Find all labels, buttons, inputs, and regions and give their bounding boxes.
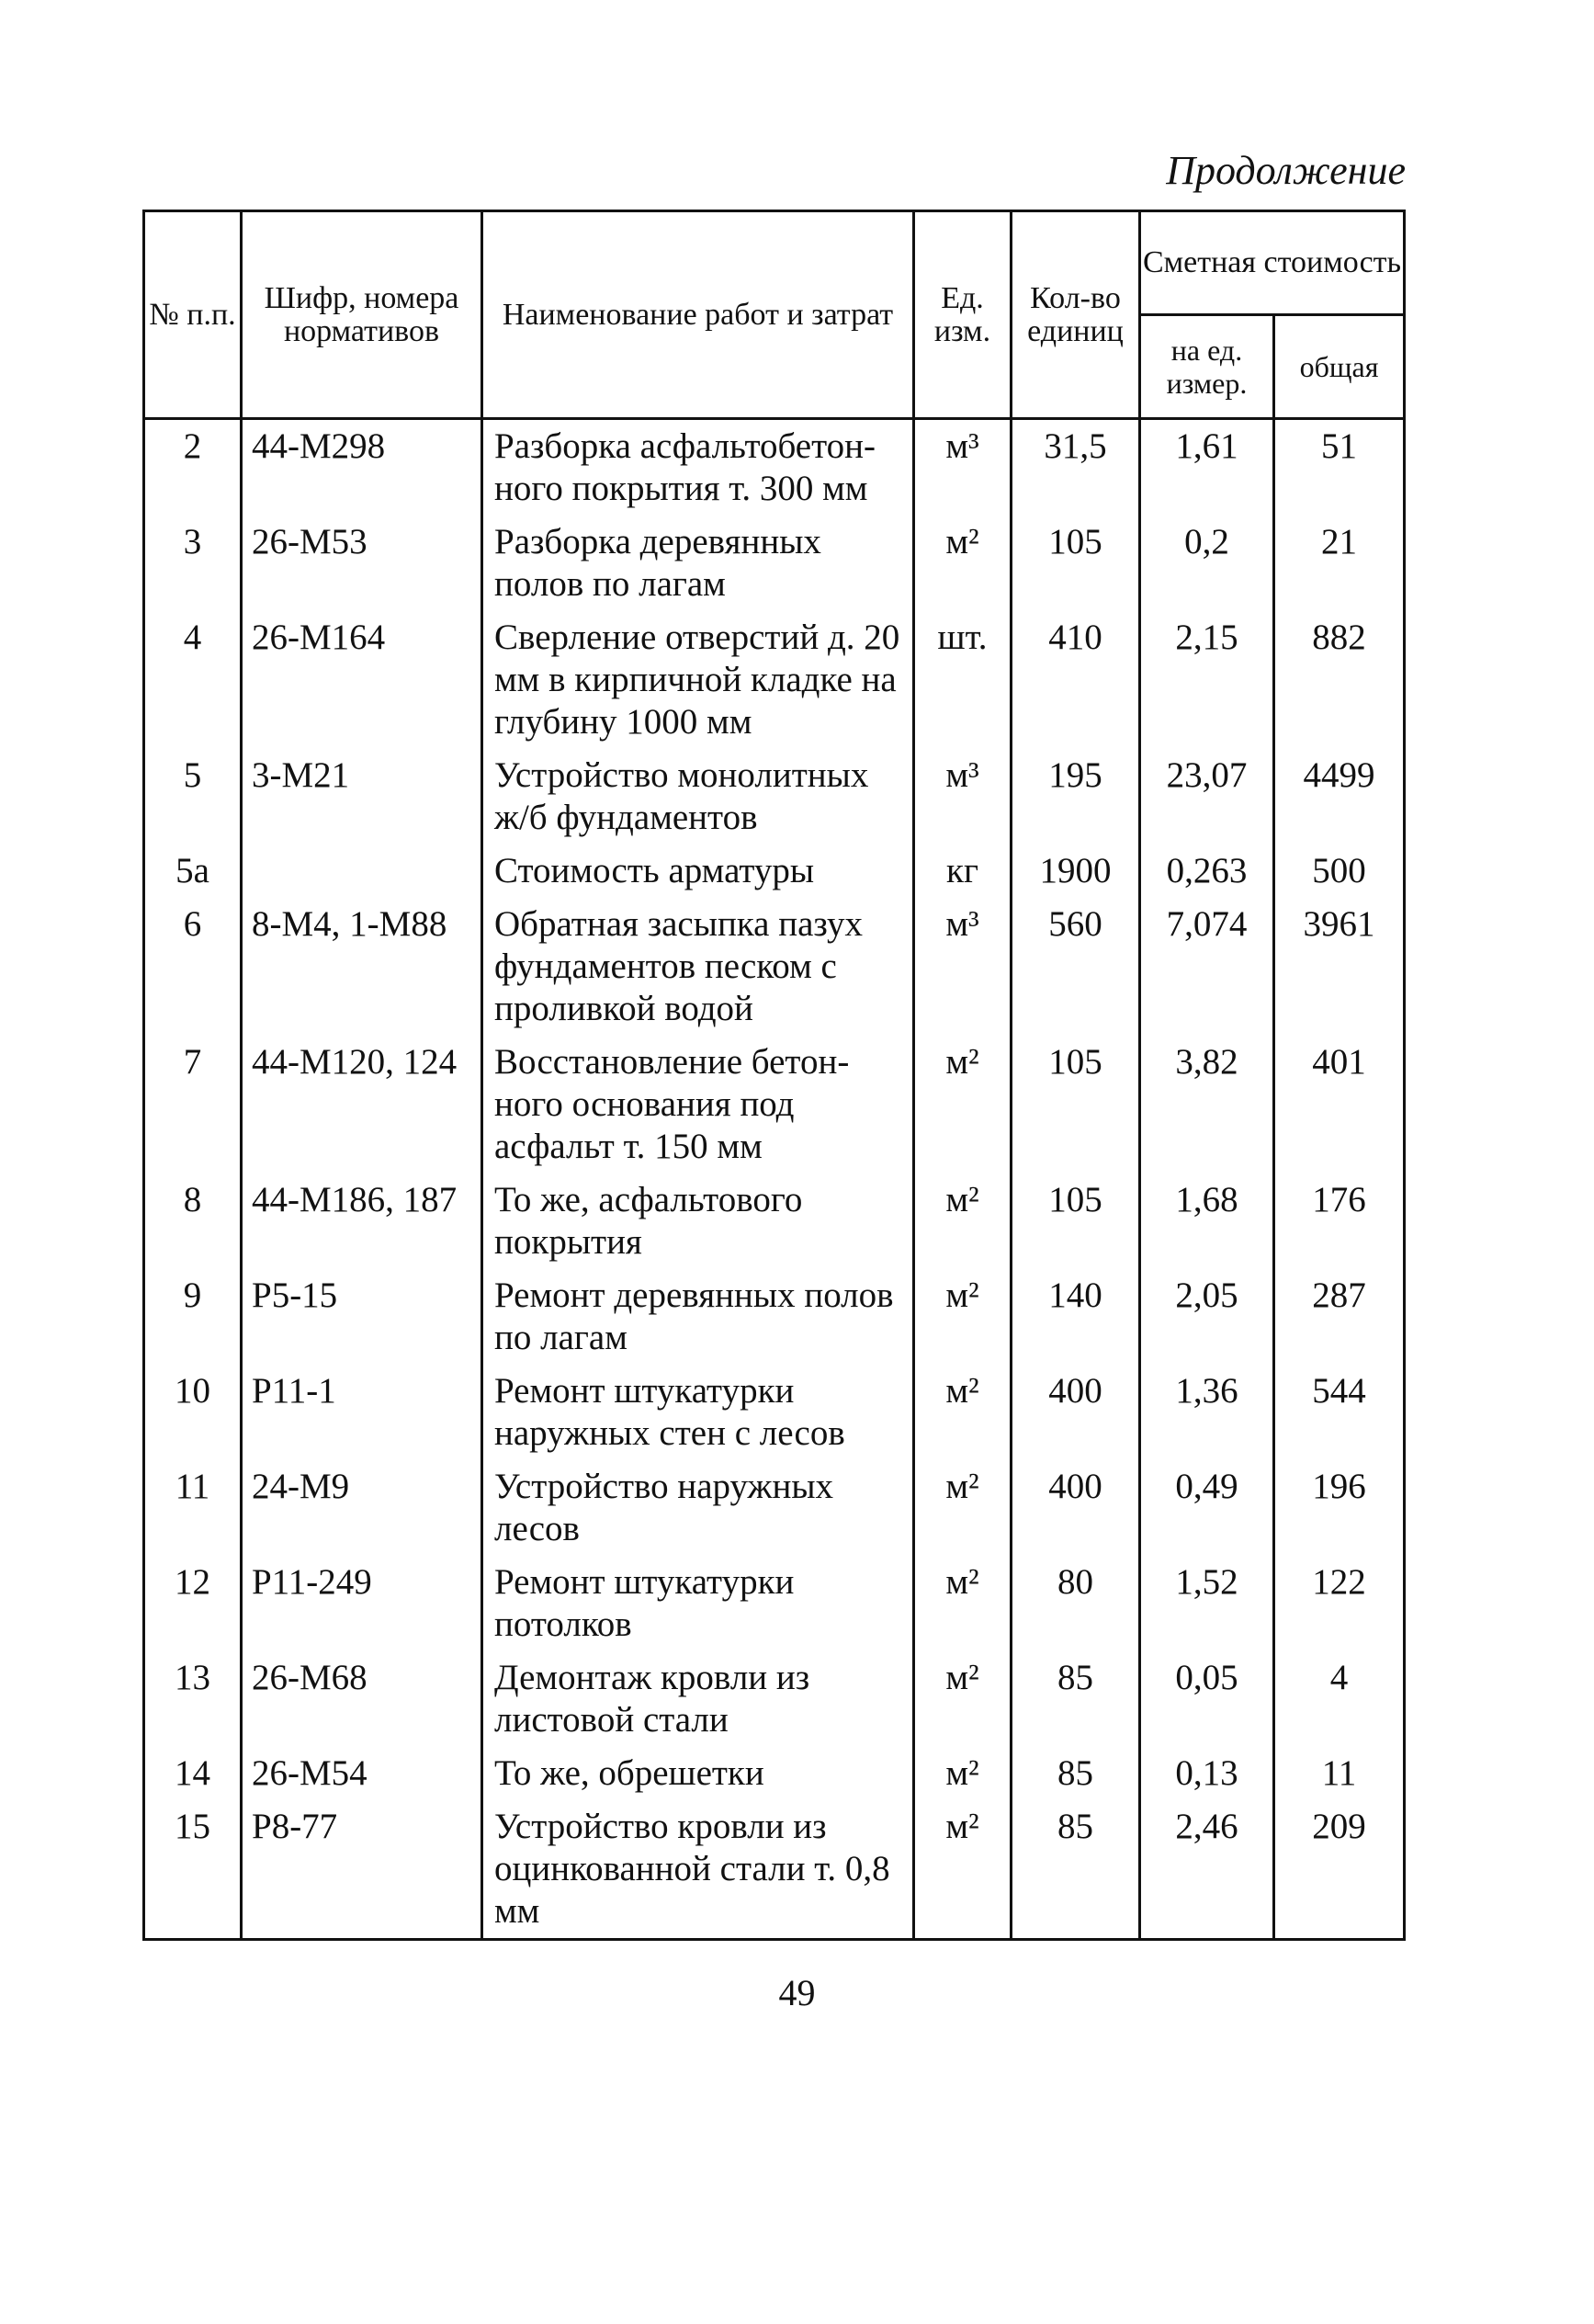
row-qty: 400 bbox=[1012, 1460, 1140, 1556]
table-row bbox=[144, 845, 1405, 898]
row-unit: м² bbox=[914, 1747, 1012, 1800]
table-row bbox=[144, 1036, 1405, 1173]
row-unit: шт. bbox=[914, 611, 1012, 749]
row-unit-cost: 0,13 bbox=[1140, 1747, 1274, 1800]
header-num: № п.п. bbox=[144, 211, 242, 419]
row-name: Разборка асфальтобетон-ного покрытия т. 300 мм bbox=[482, 419, 914, 516]
row-unit: м² bbox=[914, 1269, 1012, 1365]
row-num: 15 bbox=[144, 1800, 242, 1940]
row-code: 26-М54 bbox=[242, 1747, 482, 1800]
row-name: Сверление отверстий д. 20 мм в кирпичной кладке на глубину 1000 мм bbox=[482, 611, 914, 749]
row-name: То же, обрешетки bbox=[482, 1747, 914, 1800]
row-unit: м² bbox=[914, 1460, 1012, 1556]
row-name: Восстановление бетон-ного основания под асфальт т. 150 мм bbox=[482, 1036, 914, 1173]
row-qty: 85 bbox=[1012, 1747, 1140, 1800]
row-unit: м² bbox=[914, 1365, 1012, 1460]
row-qty: 105 bbox=[1012, 1036, 1140, 1173]
header-unit-cost: на ед. измер. bbox=[1140, 315, 1274, 419]
row-unit-cost: 7,074 bbox=[1140, 898, 1274, 1036]
row-total: 196 bbox=[1274, 1460, 1405, 1556]
header-cost-group: Сметная стоимость bbox=[1140, 211, 1405, 315]
row-total: 11 bbox=[1274, 1747, 1405, 1800]
row-code: 44-М120, 124 bbox=[242, 1036, 482, 1173]
row-unit-cost: 2,46 bbox=[1140, 1800, 1274, 1940]
row-unit: м² bbox=[914, 1800, 1012, 1940]
header-code: Шифр, номера нормативов bbox=[242, 211, 482, 419]
row-name: Устройство монолитных ж/б фундаментов bbox=[482, 749, 914, 845]
row-num: 2 bbox=[144, 419, 242, 516]
header-qty: Кол-во единиц bbox=[1012, 211, 1140, 419]
row-num: 14 bbox=[144, 1747, 242, 1800]
row-num: 10 bbox=[144, 1365, 242, 1460]
row-num: 4 bbox=[144, 611, 242, 749]
row-code: 26-М164 bbox=[242, 611, 482, 749]
row-qty: 85 bbox=[1012, 1651, 1140, 1747]
row-unit-cost: 1,61 bbox=[1140, 419, 1274, 516]
row-unit-cost: 3,82 bbox=[1140, 1036, 1274, 1173]
row-num: 6 bbox=[144, 898, 242, 1036]
table-row bbox=[144, 1173, 1405, 1269]
row-code bbox=[242, 845, 482, 898]
row-name: Устройство кровли из оцинкованной стали т. 0,8 мм bbox=[482, 1800, 914, 1940]
row-total: 3961 bbox=[1274, 898, 1405, 1036]
row-unit: м² bbox=[914, 1036, 1012, 1173]
row-num: 12 bbox=[144, 1556, 242, 1651]
table-row bbox=[144, 1747, 1405, 1800]
row-name: Демонтаж кровли из листовой стали bbox=[482, 1651, 914, 1747]
row-num: 7 bbox=[144, 1036, 242, 1173]
row-unit-cost: 1,52 bbox=[1140, 1556, 1274, 1651]
row-code: Р5-15 bbox=[242, 1269, 482, 1365]
row-unit: м³ bbox=[914, 749, 1012, 845]
row-name: Ремонт штукатурки наружных стен с лесов bbox=[482, 1365, 914, 1460]
table-row bbox=[144, 1556, 1405, 1651]
row-num: 13 bbox=[144, 1651, 242, 1747]
row-code: 3-М21 bbox=[242, 749, 482, 845]
row-total: 4 bbox=[1274, 1651, 1405, 1747]
row-num: 5а bbox=[144, 845, 242, 898]
table-row bbox=[144, 1460, 1405, 1556]
table-row bbox=[144, 1800, 1405, 1940]
row-code: Р11-1 bbox=[242, 1365, 482, 1460]
row-unit-cost: 1,68 bbox=[1140, 1173, 1274, 1269]
row-name: Ремонт штукатурки потолков bbox=[482, 1556, 914, 1651]
header-unit: Ед. изм. bbox=[914, 211, 1012, 419]
row-qty: 105 bbox=[1012, 1173, 1140, 1269]
row-num: 3 bbox=[144, 516, 242, 611]
row-unit-cost: 1,36 bbox=[1140, 1365, 1274, 1460]
row-qty: 105 bbox=[1012, 516, 1140, 611]
row-unit: м² bbox=[914, 1173, 1012, 1269]
row-code: 24-М9 bbox=[242, 1460, 482, 1556]
row-name: Устройство наружных лесов bbox=[482, 1460, 914, 1556]
row-code: 44-М186, 187 bbox=[242, 1173, 482, 1269]
row-qty: 1900 bbox=[1012, 845, 1140, 898]
row-unit-cost: 0,2 bbox=[1140, 516, 1274, 611]
table-row bbox=[144, 898, 1405, 1036]
row-name: То же, асфальтового покрытия bbox=[482, 1173, 914, 1269]
row-unit-cost: 0,05 bbox=[1140, 1651, 1274, 1747]
estimate-table bbox=[142, 210, 1406, 1941]
row-unit-cost: 2,15 bbox=[1140, 611, 1274, 749]
row-total: 287 bbox=[1274, 1269, 1405, 1365]
row-qty: 31,5 bbox=[1012, 419, 1140, 516]
table-row bbox=[144, 516, 1405, 611]
row-total: 21 bbox=[1274, 516, 1405, 611]
row-num: 8 bbox=[144, 1173, 242, 1269]
table-row bbox=[144, 1365, 1405, 1460]
row-unit: кг bbox=[914, 845, 1012, 898]
row-num: 9 bbox=[144, 1269, 242, 1365]
row-total: 122 bbox=[1274, 1556, 1405, 1651]
row-unit: м³ bbox=[914, 898, 1012, 1036]
row-name: Обратная засыпка пазух фундаментов песком с проливкой водой bbox=[482, 898, 914, 1036]
row-name: Ремонт деревянных полов по лагам bbox=[482, 1269, 914, 1365]
row-code: Р8-77 bbox=[242, 1800, 482, 1940]
row-qty: 560 bbox=[1012, 898, 1140, 1036]
row-total: 882 bbox=[1274, 611, 1405, 749]
row-unit: м² bbox=[914, 1651, 1012, 1747]
page-number: 49 bbox=[778, 1972, 816, 2013]
row-unit-cost: 0,49 bbox=[1140, 1460, 1274, 1556]
row-total: 51 bbox=[1274, 419, 1405, 516]
row-name: Разборка деревянных полов по лагам bbox=[482, 516, 914, 611]
row-qty: 410 bbox=[1012, 611, 1140, 749]
row-qty: 195 bbox=[1012, 749, 1140, 845]
row-unit-cost: 2,05 bbox=[1140, 1269, 1274, 1365]
row-code: 44-М298 bbox=[242, 419, 482, 516]
table-row bbox=[144, 611, 1405, 749]
row-qty: 85 bbox=[1012, 1800, 1140, 1940]
row-total: 544 bbox=[1274, 1365, 1405, 1460]
row-total: 4499 bbox=[1274, 749, 1405, 845]
row-unit: м² bbox=[914, 516, 1012, 611]
table-row bbox=[144, 1269, 1405, 1365]
header-total: общая bbox=[1274, 315, 1405, 419]
row-qty: 140 bbox=[1012, 1269, 1140, 1365]
row-code: 26-М53 bbox=[242, 516, 482, 611]
row-name: Стоимость арматуры bbox=[482, 845, 914, 898]
row-unit: м³ bbox=[914, 419, 1012, 516]
table-row bbox=[144, 1651, 1405, 1747]
row-num: 11 bbox=[144, 1460, 242, 1556]
table-row bbox=[144, 749, 1405, 845]
row-total: 209 bbox=[1274, 1800, 1405, 1940]
header-name: Наименование работ и затрат bbox=[482, 211, 914, 419]
row-total: 500 bbox=[1274, 845, 1405, 898]
row-code: 26-М68 bbox=[242, 1651, 482, 1747]
row-code: Р11-249 bbox=[242, 1556, 482, 1651]
row-unit-cost: 0,263 bbox=[1140, 845, 1274, 898]
row-total: 176 bbox=[1274, 1173, 1405, 1269]
table-row bbox=[144, 419, 1405, 516]
row-unit-cost: 23,07 bbox=[1140, 749, 1274, 845]
row-num: 5 bbox=[144, 749, 242, 845]
row-qty: 400 bbox=[1012, 1365, 1140, 1460]
row-unit: м² bbox=[914, 1556, 1012, 1651]
row-total: 401 bbox=[1274, 1036, 1405, 1173]
row-qty: 80 bbox=[1012, 1556, 1140, 1651]
row-code: 8-М4, 1-М88 bbox=[242, 898, 482, 1036]
continuation-label: Продолжение bbox=[1166, 148, 1406, 193]
